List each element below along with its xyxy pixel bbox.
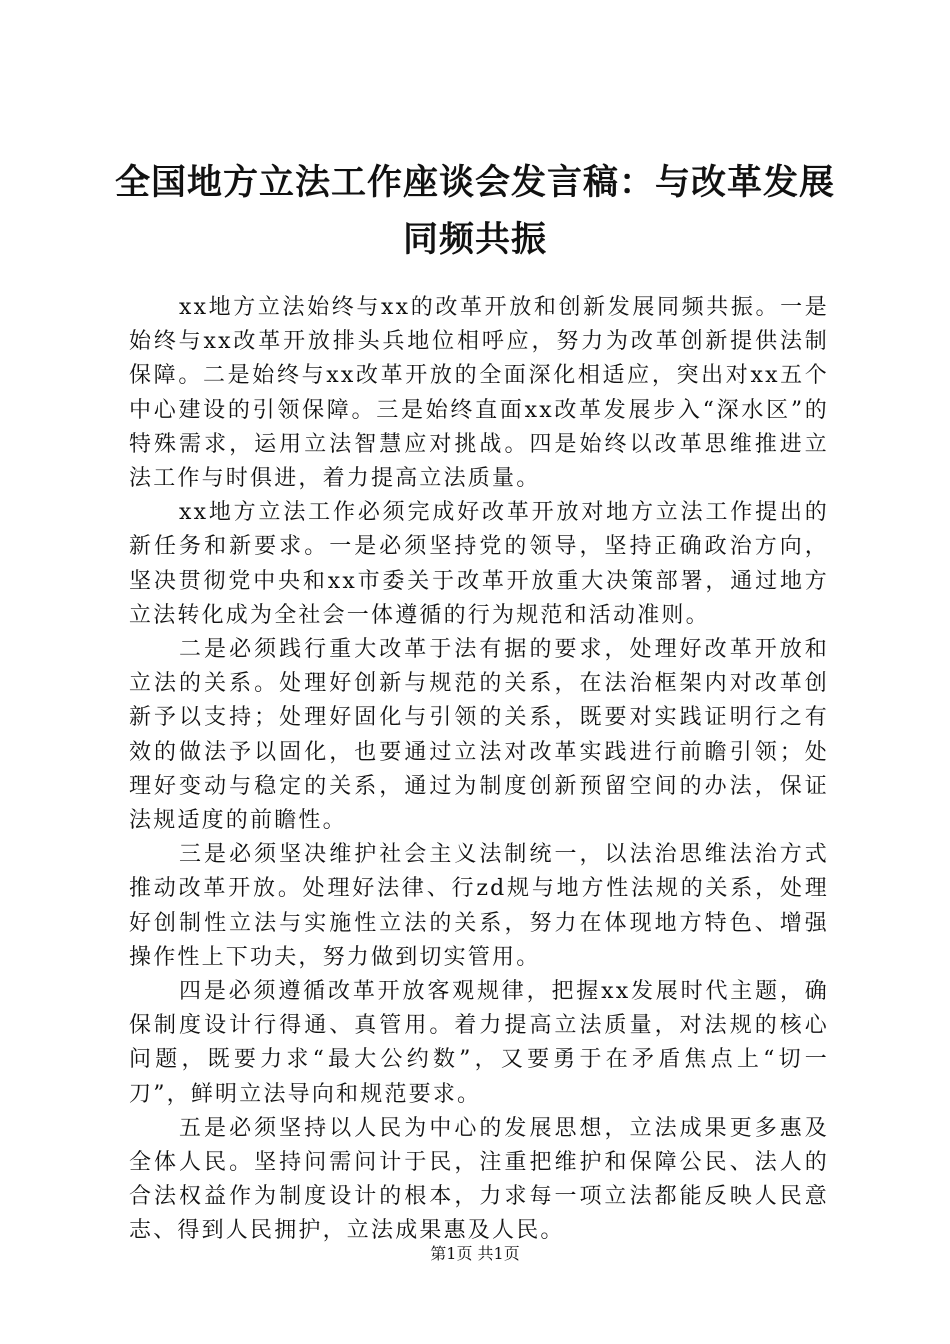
document-title: 全国地方立法工作座谈会发言稿：与改革发展同频共振 <box>114 163 835 260</box>
body-paragraph-1: xx地方立法始终与xx的改革开放和创新发展同频共振。一是始终与xx改革开放排头兵地位相呼应，努力为改革创新提供法制保障。二是始终与xx改革开放的全面深化相适应，突出对xx五个中心建设的引领保障。三是始终直面xx改革发展步入“深水区”的特殊需求，运用立法智慧应对挑战。四是始终以改革思维推进立法工作与时俱进，着力提高立法质量。 <box>129 295 829 492</box>
body-paragraph-4: 三是必须坚决维护社会主义法制统一，以法治思维法治方式推动改革开放。处理好法律、行zd规与地方性法规的关系，处理好创制性立法与实施性立法的关系，努力在体现地方特色、增强操作性上下功夫，努力做到切实管用。 <box>129 842 829 970</box>
body-paragraph-3: 二是必须践行重大改革于法有据的要求，处理好改革开放和立法的关系。处理好创新与规范的关系，在法治框架内对改革创新予以支持；处理好固化与引领的关系，既要对实践证明行之有效的做法予以固化，也要通过立法对改革实践进行前瞻引领；处理好变动与稳定的关系，通过为制度创新预留空间的办法，保证法规适度的前瞻性。 <box>129 637 829 834</box>
body-paragraph-2: xx地方立法工作必须完成好改革开放对地方立法工作提出的新任务和新要求。一是必须坚持党的领导，坚持正确政治方向，坚决贯彻党中央和xx市委关于改革开放重大决策部署，通过地方立法转化成为全社会一体遵循的行为规范和活动准则。 <box>129 500 829 628</box>
page-footer: 第1页 共1页 <box>430 1244 520 1263</box>
body-paragraph-5: 四是必须遵循改革开放客观规律，把握xx发展时代主题，确保制度设计行得通、真管用。着力提高立法质量，对法规的核心问题，既要力求“最大公约数”，又要勇于在矛盾焦点上“切一刀”，鲜明立法导向和规范要求。 <box>129 979 829 1107</box>
document-body <box>129 291 829 1249</box>
body-paragraph-6: 五是必须坚持以人民为中心的发展思想，立法成果更多惠及全体人民。坚持问需问计于民，注重把维护和保障公民、法人的合法权益作为制度设计的根本，力求每一项立法都能反映人民意志、得到人民拥护，立法成果惠及人民。 <box>129 1115 829 1244</box>
